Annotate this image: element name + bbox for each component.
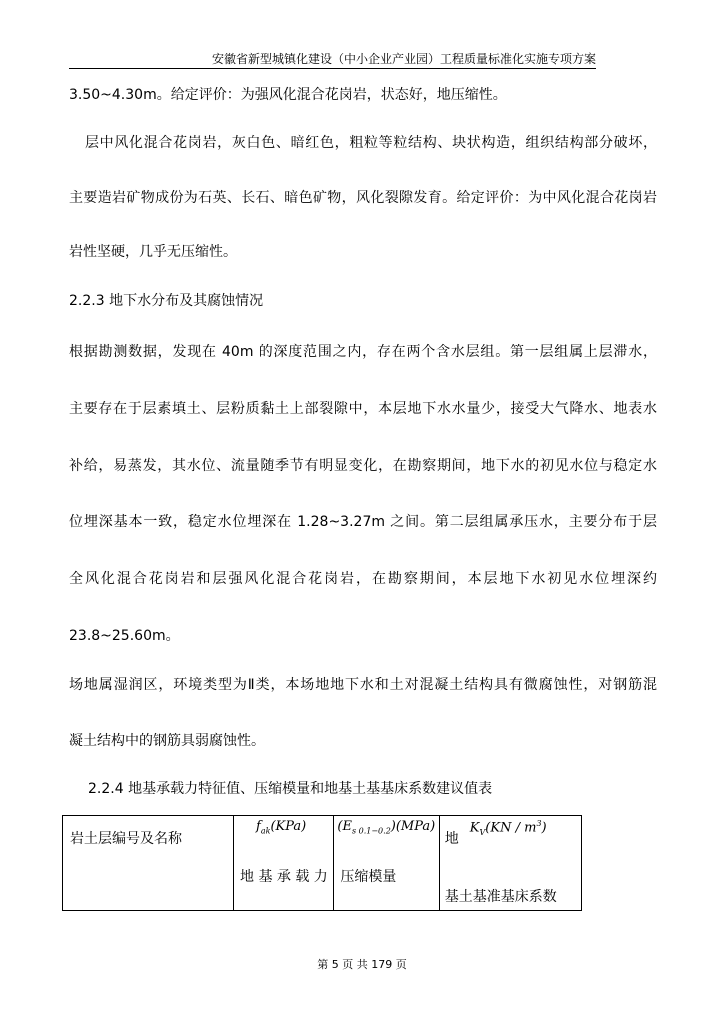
text-line-2: 层中风化混合花岗岩，灰白色、暗红色，粗粒等粒结构、块状构造，组织结构部分破坏， [85,135,657,151]
header-cell-compression-modulus [334,816,439,911]
table-header-row [63,816,582,911]
text-line-3: 主要造岩矿物成份为石英、长石、暗色矿物，风化裂隙发育。给定评价：为中风化混合花岗岩 [69,190,657,206]
text-line-13: 凝土结构中的钢筋具弱腐蚀性。 [69,733,265,749]
text-line-6: 根据勘测数据，发现在 40m 的深度范围之内，存在两个含水层组。第一层组属上层滞水， [69,344,657,360]
page-number: 第 5 页 共 179 页 [317,958,407,971]
section-heading-2-2-3: 2.2.3 地下水分布及其腐蚀情况 [69,293,264,309]
text-line-12: 场地属湿润区，环境类型为Ⅱ类，本场地地下水和土对混凝土结构具有微腐蚀性，对钢筋混 [69,677,657,693]
text-line-7: 主要存在于层素填土、层粉质黏土上部裂隙中，本层地下水水量少，接受大气降水、地表水 [69,401,657,417]
header-cell-subgrade-coefficient [439,816,581,911]
soil-layer-header: 岩土层编号及名称 [70,831,182,847]
foundation-parameter-table [62,815,582,911]
bearing-capacity-formula: $f_{ak}(KPa)$ [256,819,307,836]
text-line-9: 位埋深基本一致，稳定水位埋深在 1.28~3.27m 之间。第二层组属承压水，主要分布于层 [69,514,657,530]
compression-modulus-formula: $(E_{s 0.1-0.2})(MPa)$ [337,819,436,836]
compression-modulus-label: 压缩模量 [340,869,397,885]
text-line-4: 岩性坚硬，几乎无压缩性。 [69,244,237,260]
subgrade-prefix: 地 [444,831,459,847]
subgrade-coefficient-formula: $K_V(KN / m^3)$ [469,819,547,837]
document-header: 安徽省新型城镇化建设（中小企业产业园）工程质量标准化实施专项方案 [69,52,596,69]
text-line-8: 补给，易蒸发，其水位、流量随季节有明显变化，在勘察期间，地下水的初见水位与稳定水 [69,458,657,474]
subgrade-coefficient-label: 基土基准基床系数 [444,889,557,905]
section-heading-2-2-4: 2.2.4 地基承载力特征值、压缩模量和地基土基基床系数建议值表 [88,781,493,797]
header-cell-soil-layer [63,816,234,911]
bearing-capacity-label: 地 基 承 载 力 [240,869,328,885]
header-cell-bearing-capacity [234,816,334,911]
text-line-1: 3.50~4.30m。给定评价：为强风化混合花岗岩，状态好，地压缩性。 [69,87,507,103]
text-line-11: 23.8~25.60m。 [69,628,180,644]
text-line-10: 全风化混合花岗岩和层强风化混合花岗岩，在勘察期间，本层地下水初见水位埋深约 [69,571,657,587]
